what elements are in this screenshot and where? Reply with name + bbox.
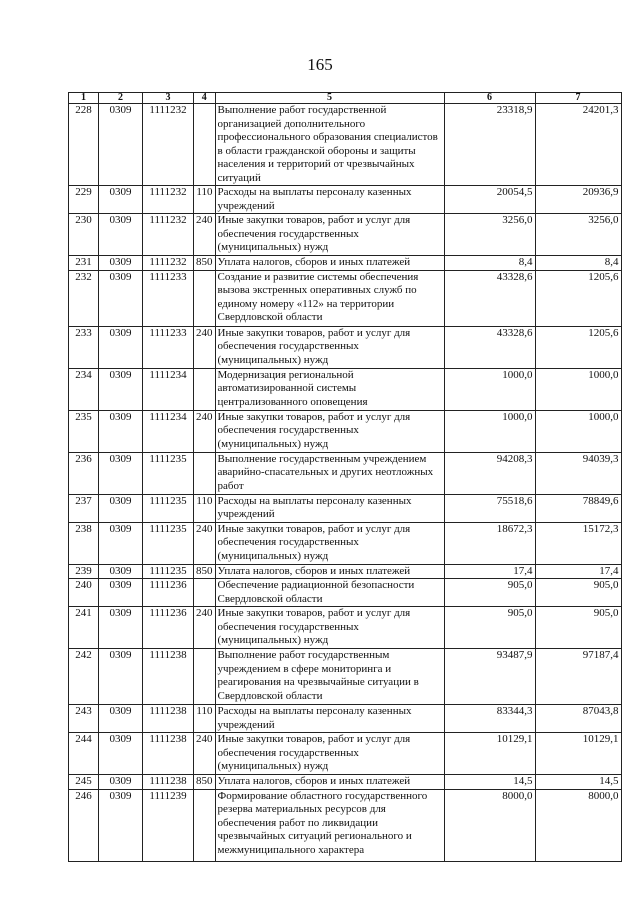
target-article-code: 1111238	[143, 733, 194, 775]
amount-year-1: 23318,9	[444, 104, 535, 186]
amount-year-1: 18672,3	[444, 522, 535, 564]
section-code: 0309	[99, 368, 143, 410]
column-header-2: 2	[99, 93, 143, 104]
expense-type-code: 850	[194, 775, 216, 790]
expense-name: Расходы на выплаты персоналу казенных учреждений	[215, 705, 444, 733]
amount-year-1: 1000,0	[444, 410, 535, 452]
table-row	[69, 705, 622, 733]
row-number: 236	[69, 452, 99, 494]
section-code: 0309	[99, 789, 143, 861]
expense-type-code	[194, 270, 216, 326]
section-code: 0309	[99, 256, 143, 271]
target-article-code: 1111235	[143, 522, 194, 564]
section-code: 0309	[99, 607, 143, 649]
expense-type-code: 110	[194, 494, 216, 522]
row-number: 239	[69, 564, 99, 579]
amount-year-2: 14,5	[535, 775, 621, 790]
section-code: 0309	[99, 452, 143, 494]
section-code: 0309	[99, 733, 143, 775]
amount-year-1: 8000,0	[444, 789, 535, 861]
expense-name: Создание и развитие системы обеспечения вызова экстренных оперативных служб по единому номеру «112» на территории Свердловской области	[215, 270, 444, 326]
row-number: 243	[69, 705, 99, 733]
target-article-code: 1111232	[143, 214, 194, 256]
amount-year-1: 8,4	[444, 256, 535, 271]
amount-year-1: 17,4	[444, 564, 535, 579]
section-code: 0309	[99, 775, 143, 790]
amount-year-2: 1000,0	[535, 368, 621, 410]
column-header-3: 3	[143, 93, 194, 104]
table-row	[69, 270, 622, 326]
table-row	[69, 789, 622, 861]
column-header-6: 6	[444, 93, 535, 104]
expense-type-code	[194, 789, 216, 861]
expense-name: Уплата налогов, сборов и иных платежей	[215, 564, 444, 579]
expense-name: Иные закупки товаров, работ и услуг для обеспечения государственных (муниципальных) нужд	[215, 214, 444, 256]
expense-type-code: 240	[194, 214, 216, 256]
table-row	[69, 214, 622, 256]
amount-year-1: 10129,1	[444, 733, 535, 775]
column-header-7: 7	[535, 93, 621, 104]
expense-name: Выполнение работ государственным учреждением в сфере мониторинга и реагирования на чрезвычайные ситуации в Свердловской области	[215, 649, 444, 705]
amount-year-2: 97187,4	[535, 649, 621, 705]
amount-year-2: 17,4	[535, 564, 621, 579]
expense-type-code: 850	[194, 256, 216, 271]
expense-type-code: 240	[194, 733, 216, 775]
target-article-code: 1111233	[143, 326, 194, 368]
amount-year-2: 8,4	[535, 256, 621, 271]
expense-name: Иные закупки товаров, работ и услуг для обеспечения государственных (муниципальных) нужд	[215, 733, 444, 775]
table-row	[69, 564, 622, 579]
expense-name: Формирование областного государственного резерва материальных ресурсов для обеспечения работ по ликвидации чрезвычайных ситуаций регионального и межмуниципального характера	[215, 789, 444, 861]
table-row	[69, 649, 622, 705]
expense-name: Модернизация региональной автоматизированной системы централизованного оповещения	[215, 368, 444, 410]
budget-table	[68, 92, 622, 862]
amount-year-2: 3256,0	[535, 214, 621, 256]
target-article-code: 1111236	[143, 579, 194, 607]
expense-name: Иные закупки товаров, работ и услуг для обеспечения государственных (муниципальных) нужд	[215, 410, 444, 452]
amount-year-1: 3256,0	[444, 214, 535, 256]
section-code: 0309	[99, 705, 143, 733]
amount-year-1: 14,5	[444, 775, 535, 790]
row-number: 234	[69, 368, 99, 410]
amount-year-1: 43328,6	[444, 326, 535, 368]
column-header-4: 4	[194, 93, 216, 104]
table-row	[69, 256, 622, 271]
table-row	[69, 410, 622, 452]
row-number: 241	[69, 607, 99, 649]
column-header-1: 1	[69, 93, 99, 104]
amount-year-1: 75518,6	[444, 494, 535, 522]
amount-year-2: 905,0	[535, 579, 621, 607]
expense-type-code: 240	[194, 326, 216, 368]
expense-name: Обеспечение радиационной безопасности Свердловской области	[215, 579, 444, 607]
row-number: 235	[69, 410, 99, 452]
table-row	[69, 368, 622, 410]
amount-year-1: 905,0	[444, 607, 535, 649]
expense-type-code	[194, 104, 216, 186]
row-number: 245	[69, 775, 99, 790]
target-article-code: 1111235	[143, 494, 194, 522]
expense-type-code: 110	[194, 705, 216, 733]
row-number: 240	[69, 579, 99, 607]
table-row	[69, 775, 622, 790]
table-header-row	[69, 93, 622, 104]
amount-year-1: 93487,9	[444, 649, 535, 705]
expense-type-code	[194, 649, 216, 705]
expense-type-code	[194, 368, 216, 410]
row-number: 230	[69, 214, 99, 256]
target-article-code: 1111239	[143, 789, 194, 861]
expense-type-code: 240	[194, 410, 216, 452]
section-code: 0309	[99, 186, 143, 214]
expense-name: Расходы на выплаты персоналу казенных учреждений	[215, 186, 444, 214]
section-code: 0309	[99, 326, 143, 368]
table-row	[69, 186, 622, 214]
section-code: 0309	[99, 564, 143, 579]
table-row	[69, 104, 622, 186]
expense-name: Иные закупки товаров, работ и услуг для обеспечения государственных (муниципальных) нужд	[215, 326, 444, 368]
amount-year-2: 1205,6	[535, 270, 621, 326]
row-number: 229	[69, 186, 99, 214]
section-code: 0309	[99, 214, 143, 256]
table-row	[69, 607, 622, 649]
column-header-5: 5	[215, 93, 444, 104]
target-article-code: 1111235	[143, 452, 194, 494]
row-number: 244	[69, 733, 99, 775]
amount-year-1: 20054,5	[444, 186, 535, 214]
table-row	[69, 494, 622, 522]
amount-year-2: 87043,8	[535, 705, 621, 733]
target-article-code: 1111233	[143, 270, 194, 326]
expense-type-code	[194, 579, 216, 607]
amount-year-2: 10129,1	[535, 733, 621, 775]
amount-year-2: 1000,0	[535, 410, 621, 452]
section-code: 0309	[99, 494, 143, 522]
amount-year-2: 24201,3	[535, 104, 621, 186]
target-article-code: 1111238	[143, 705, 194, 733]
amount-year-1: 43328,6	[444, 270, 535, 326]
section-code: 0309	[99, 522, 143, 564]
table-row	[69, 733, 622, 775]
amount-year-1: 83344,3	[444, 705, 535, 733]
expense-type-code: 850	[194, 564, 216, 579]
expense-type-code	[194, 452, 216, 494]
expense-name: Уплата налогов, сборов и иных платежей	[215, 775, 444, 790]
section-code: 0309	[99, 410, 143, 452]
amount-year-1: 94208,3	[444, 452, 535, 494]
target-article-code: 1111232	[143, 104, 194, 186]
row-number: 242	[69, 649, 99, 705]
target-article-code: 1111236	[143, 607, 194, 649]
amount-year-2: 8000,0	[535, 789, 621, 861]
amount-year-2: 94039,3	[535, 452, 621, 494]
amount-year-2: 78849,6	[535, 494, 621, 522]
table-row	[69, 522, 622, 564]
expense-type-code: 110	[194, 186, 216, 214]
table-row	[69, 579, 622, 607]
amount-year-2: 1205,6	[535, 326, 621, 368]
table-row	[69, 326, 622, 368]
target-article-code: 1111232	[143, 186, 194, 214]
section-code: 0309	[99, 649, 143, 705]
row-number: 246	[69, 789, 99, 861]
row-number: 231	[69, 256, 99, 271]
page-number: 165	[307, 55, 333, 74]
expense-name: Иные закупки товаров, работ и услуг для обеспечения государственных (муниципальных) нужд	[215, 522, 444, 564]
target-article-code: 1111234	[143, 368, 194, 410]
expense-name: Уплата налогов, сборов и иных платежей	[215, 256, 444, 271]
amount-year-2: 20936,9	[535, 186, 621, 214]
expense-name: Иные закупки товаров, работ и услуг для обеспечения государственных (муниципальных) нужд	[215, 607, 444, 649]
row-number: 232	[69, 270, 99, 326]
row-number: 233	[69, 326, 99, 368]
row-number: 237	[69, 494, 99, 522]
target-article-code: 1111235	[143, 564, 194, 579]
expense-name: Выполнение государственным учреждением аварийно-спасательных и других неотложных работ	[215, 452, 444, 494]
target-article-code: 1111238	[143, 649, 194, 705]
amount-year-1: 905,0	[444, 579, 535, 607]
target-article-code: 1111232	[143, 256, 194, 271]
expense-type-code: 240	[194, 522, 216, 564]
section-code: 0309	[99, 104, 143, 186]
target-article-code: 1111238	[143, 775, 194, 790]
row-number: 228	[69, 104, 99, 186]
amount-year-2: 905,0	[535, 607, 621, 649]
table-row	[69, 452, 622, 494]
expense-name: Расходы на выплаты персоналу казенных учреждений	[215, 494, 444, 522]
amount-year-1: 1000,0	[444, 368, 535, 410]
row-number: 238	[69, 522, 99, 564]
target-article-code: 1111234	[143, 410, 194, 452]
section-code: 0309	[99, 579, 143, 607]
section-code: 0309	[99, 270, 143, 326]
expense-name: Выполнение работ государственной организацией дополнительного профессионального образования специалистов в области гражданской обороны и защиты населения и территорий от чрезвычайных ситуаций	[215, 104, 444, 186]
expense-type-code: 240	[194, 607, 216, 649]
amount-year-2: 15172,3	[535, 522, 621, 564]
